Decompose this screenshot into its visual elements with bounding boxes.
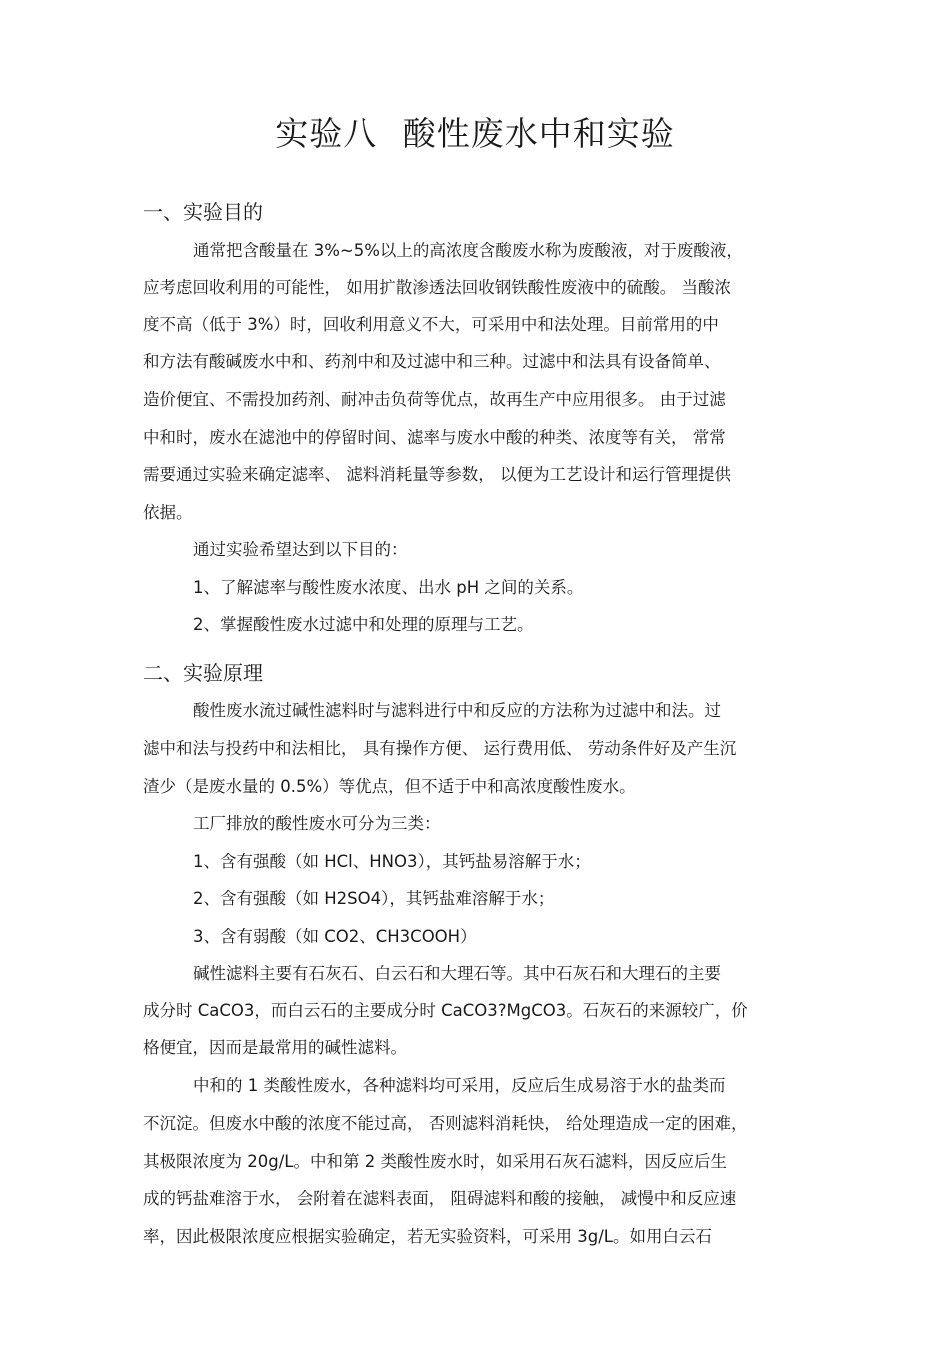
paragraph-line: 应考虑回收利用的可能性， 如用扩散渗透法回收钢铁酸性废液中的硫酸。 当酸浓 bbox=[143, 278, 731, 297]
paragraph-line: 需要通过实验来确定滤率、 滤料消耗量等参数， 以便为工艺设计和运行管理提供 bbox=[143, 465, 731, 484]
paragraph-line: 依据。 bbox=[143, 503, 193, 522]
paragraph-line: 工厂排放的酸性废水可分为三类： bbox=[193, 814, 441, 833]
paragraph-line: 中和时，废水在滤池中的停留时间、滤率与废水中酸的种类、浓度等有关， 常常 bbox=[143, 428, 726, 447]
paragraph-line: 通常把含酸量在 3%~5%以上的高浓度含酸废水称为废酸液，对于废酸液， bbox=[193, 241, 743, 260]
list-item: 1、了解滤率与酸性废水浓度、出水 pH 之间的关系。 bbox=[193, 578, 584, 597]
paragraph-line: 其极限浓度为 20g/L。中和第 2 类酸性废水时，如采用石灰石滤料，因反应后生 bbox=[143, 1152, 727, 1171]
paragraph-line: 酸性废水流过碱性滤料时与滤料进行中和反应的方法称为过滤中和法。过 bbox=[193, 701, 721, 720]
paragraph-line: 碱性滤料主要有石灰石、白云石和大理石等。其中石灰石和大理石的主要 bbox=[193, 964, 721, 983]
list-item: 1、含有强酸（如 HCl、HNO3），其钙盐易溶解于水； bbox=[193, 852, 591, 871]
paragraph-line: 不沉淀。但废水中酸的浓度不能过高， 否则滤料消耗快， 给处理造成一定的困难， bbox=[143, 1114, 748, 1133]
paragraph-line: 率，因此极限浓度应根据实验确定，若无实验资料，可采用 3g/L。如用白云石 bbox=[143, 1227, 712, 1246]
paragraph-line: 通过实验希望达到以下目的： bbox=[193, 540, 408, 559]
paragraph-line: 中和的 1 类酸性废水，各种滤料均可采用，反应后生成易溶于水的盐类而 bbox=[193, 1076, 726, 1095]
paragraph-line: 渣少（是废水量的 0.5%）等优点，但不适于中和高浓度酸性废水。 bbox=[143, 777, 636, 796]
paragraph-line: 和方法有酸碱废水中和、药剂中和及过滤中和三种。过滤中和法具有设备简单、 bbox=[143, 352, 721, 371]
list-item: 3、含有弱酸（如 CO2、CH3COOH） bbox=[193, 927, 477, 946]
paragraph-line: 成分时 CaCO3，而白云石的主要成分时 CaCO3?MgCO3。石灰石的来源较广，价 bbox=[143, 1001, 748, 1020]
document-title: 实验八 酸性废水中和实验 bbox=[275, 114, 675, 153]
section-heading-principle: 二、实验原理 bbox=[143, 661, 263, 685]
list-item: 2、含有强酸（如 H2SO4），其钙盐难溶解于水； bbox=[193, 889, 555, 908]
paragraph-line: 滤中和法与投药中和法相比， 具有操作方便、 运行费用低、 劳动条件好及产生沉 bbox=[143, 739, 737, 758]
paragraph-line: 格便宜，因而是最常用的碱性滤料。 bbox=[143, 1038, 407, 1057]
section-heading-purpose: 一、实验目的 bbox=[143, 200, 263, 224]
paragraph-line: 度不高（低于 3%）时，回收利用意义不大，可采用中和法处理。目前常用的中 bbox=[143, 315, 719, 334]
list-item: 2、掌握酸性废水过滤中和处理的原理与工艺。 bbox=[193, 615, 534, 634]
paragraph-line: 成的钙盐难溶于水， 会附着在滤料表面， 阻碍滤料和酸的接触， 减慢中和反应速 bbox=[143, 1189, 737, 1208]
paragraph-line: 造价便宜、不需投加药剂、耐冲击负荷等优点，故再生产中应用很多。 由于过滤 bbox=[143, 390, 726, 409]
